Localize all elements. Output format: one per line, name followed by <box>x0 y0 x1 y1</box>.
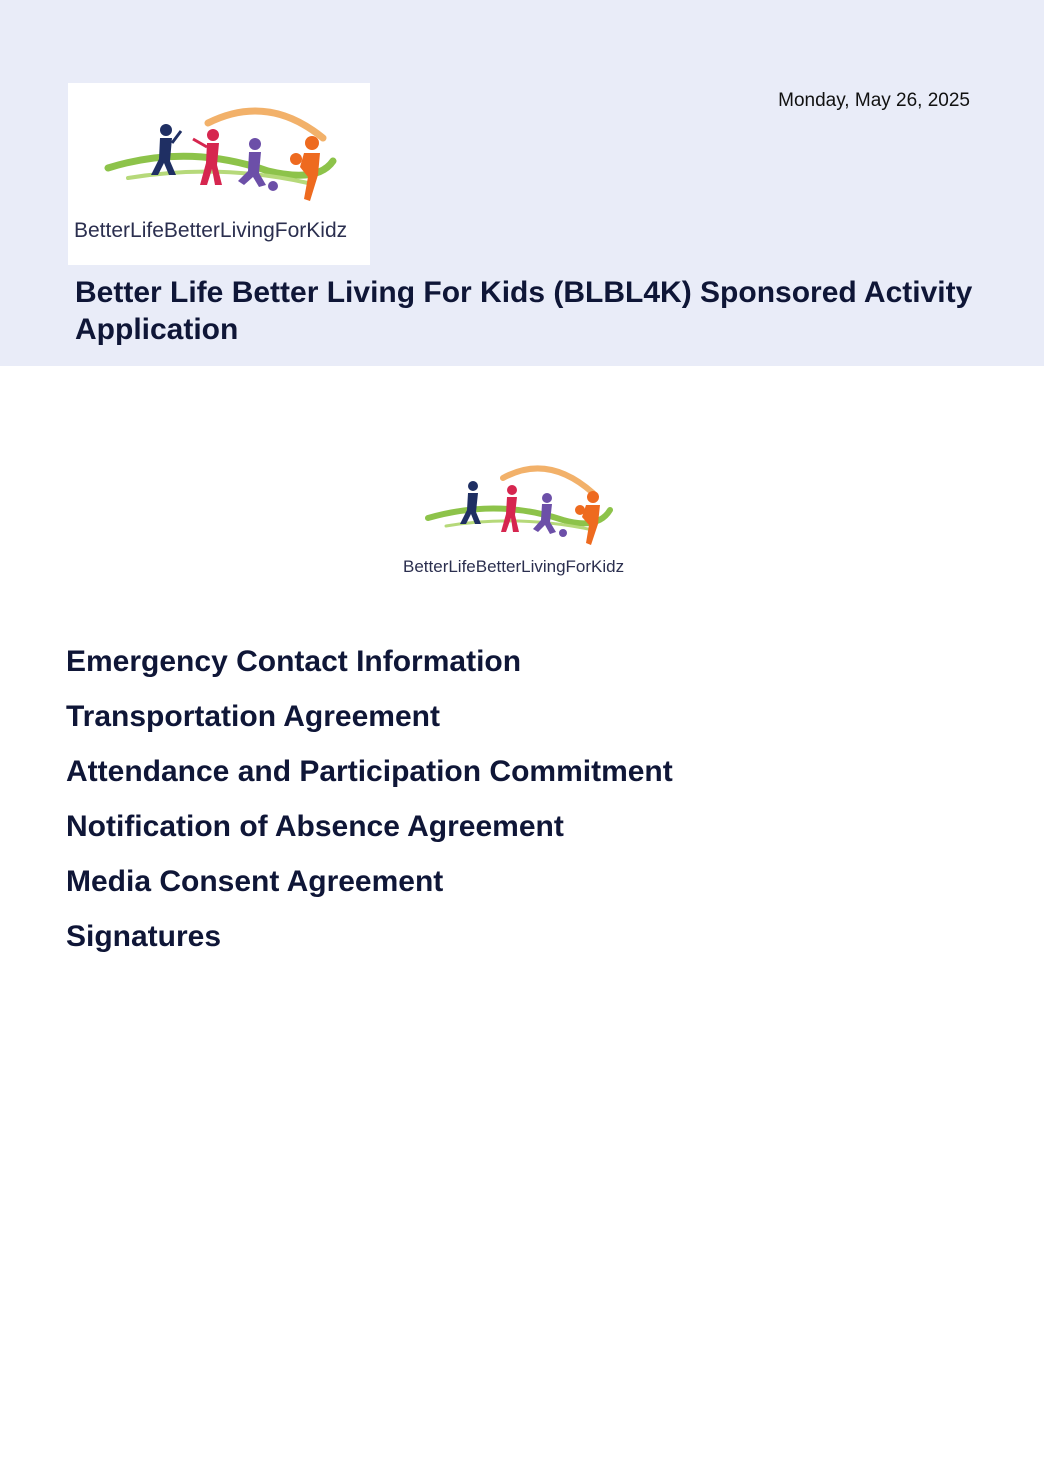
page-header <box>0 0 1044 366</box>
section-media-consent: Media Consent Agreement <box>66 865 444 898</box>
page-title: Better Life Better Living For Kids (BLBL4K) Sponsored Activity Application <box>75 276 973 346</box>
header-logo-text: BetterLifeBetterLivingForKidz <box>74 219 348 242</box>
section-absence-notification: Notification of Absence Agreement <box>66 810 564 843</box>
kids-sports-logo-icon <box>68 83 370 265</box>
section-list <box>66 643 673 973</box>
body-logo <box>398 448 648 583</box>
section-attendance: Attendance and Participation Commitment <box>66 755 673 788</box>
section-transportation: Transportation Agreement <box>66 700 440 733</box>
header-logo <box>68 83 370 265</box>
kids-sports-logo-icon <box>398 448 648 583</box>
section-emergency-contact: Emergency Contact Information <box>66 645 522 678</box>
body-logo-text: BetterLifeBetterLivingForKidz <box>403 557 625 576</box>
document-date: Monday, May 26, 2025 <box>778 90 970 111</box>
section-signatures: Signatures <box>66 920 222 953</box>
